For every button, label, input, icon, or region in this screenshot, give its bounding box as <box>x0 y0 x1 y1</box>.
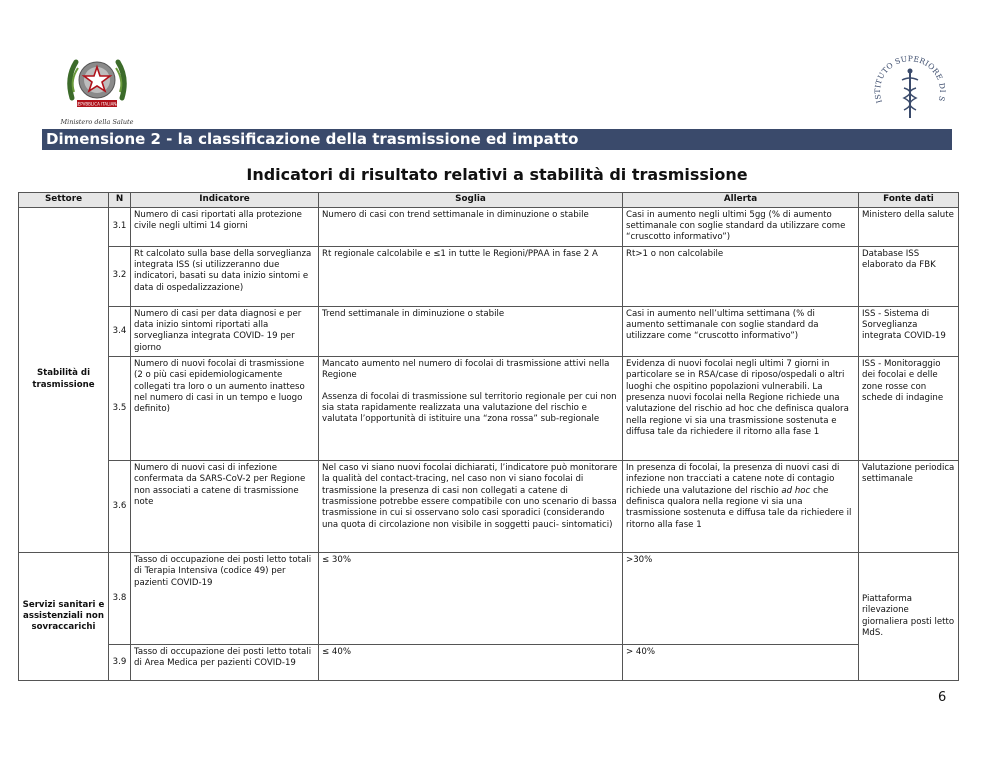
fonte-cell: Valutazione periodica settimanale <box>859 461 959 553</box>
table-row <box>19 645 959 681</box>
indicatore-cell: Numero di casi riportati alla protezione civile negli ultimi 14 giorni <box>131 207 319 246</box>
fonte-cell: Database ISS elaborato da FBK <box>859 246 959 306</box>
row-number: 3.1 <box>109 207 131 246</box>
ministero-logo <box>62 48 132 128</box>
indicatore-cell: Numero di nuovi focolai di trasmissione (2 o più casi epidemiologicamente collegati tra loro o un aumento inatteso nel numero di casi in un tempo e luogo definito) <box>131 357 319 461</box>
soglia-cell: Trend settimanale in diminuzione o stabile <box>319 306 623 356</box>
page-number: 6 <box>938 690 947 705</box>
indicatore-cell: Rt calcolato sulla base della sorveglianza integrata ISS (si utilizzeranno due indicatori, basati su data inizio sintomi e data di ospedalizzazione) <box>131 246 319 306</box>
indicatore-cell: Numero di casi per data diagnosi e per data inizio sintomi riportati alla sorveglianza integrata COVID- 19 per giorno <box>131 306 319 356</box>
table-row <box>19 306 959 356</box>
fonte-cell: ISS - Sistema di Sorveglianza integrata COVID-19 <box>859 306 959 356</box>
fonte-cell: ISS - Monitoraggio dei focolai e delle zone rosse con schede di indagine <box>859 357 959 461</box>
allerta-text: In presenza di focolai, la presenza di nuovi casi di infezione non tracciati a catene note di contagio richiede una valutazione del rischio <box>626 463 840 496</box>
soglia-cell: ≤ 30% <box>319 553 623 645</box>
table-row <box>19 207 959 246</box>
col-header-allerta: Allerta <box>623 193 859 208</box>
soglia-cell: ≤ 40% <box>319 645 623 681</box>
fonte-cell: Piattaforma rilevazione giornaliera posti letto MdS. <box>859 553 959 681</box>
table-row <box>19 461 959 553</box>
row-number: 3.5 <box>109 357 131 461</box>
allerta-cell: Evidenza di nuovi focolai negli ultimi 7 giorni in particolare se in RSA/case di riposo/ospedali o altri luoghi che ospitino popolazioni vulnerabili. La presenza nuovi focolai nella Regione richiede una valutazione del rischio ad hoc che definisca qualora nella regione vi sia una trasmissione sostenuta e diffusa tale da richiedere il ritorno alla fase 1 <box>623 357 859 461</box>
indicatore-cell: Tasso di occupazione dei posti letto totali di Terapia Intensiva (codice 49) per pazienti COVID-19 <box>131 553 319 645</box>
section-banner: Dimensione 2 - la classificazione della trasmissione ed impatto <box>42 129 952 150</box>
allerta-cell <box>623 461 859 553</box>
col-header-indicatore: Indicatore <box>131 193 319 208</box>
svg-text:REPVBBLICA ITALIANA: REPVBBLICA ITALIANA <box>74 101 120 107</box>
allerta-text: che definisca qualora nella regione vi sia una trasmissione sostenuta e diffusa tale da richiedere il ritorno alla fase 1 <box>626 485 852 530</box>
soglia-paragraph: Mancato aumento nel numero di focolai di trasmissione attivi nella Regione <box>322 359 610 381</box>
table-row <box>19 246 959 306</box>
col-header-n: N <box>109 193 131 208</box>
allerta-cell: >30% <box>623 553 859 645</box>
sector-cell: Stabilità di trasmissione <box>19 207 109 552</box>
allerta-cell: Casi in aumento nell’ultima settimana (% di aumento settimanale con soglie standard da utilizzare come “cruscotto informativo”) <box>623 306 859 356</box>
col-header-fonte: Fonte dati <box>859 193 959 208</box>
allerta-cell: Casi in aumento negli ultimi 5gg (% di aumento settimanale con soglie standard da utilizzare come “cruscotto informativo”) <box>623 207 859 246</box>
col-header-settore: Settore <box>19 193 109 208</box>
soglia-cell <box>319 357 623 461</box>
ministero-caption: Ministero della Salute <box>60 118 134 126</box>
indicatore-cell: Numero di nuovi casi di infezione confermata da SARS-CoV-2 per Regione non associati a catene di trasmissione note <box>131 461 319 553</box>
row-number: 3.4 <box>109 306 131 356</box>
fonte-cell: Ministero della salute <box>859 207 959 246</box>
table-row <box>19 553 959 645</box>
row-number: 3.8 <box>109 553 131 645</box>
iss-emblem-icon <box>872 50 948 126</box>
indicatore-cell: Tasso di occupazione dei posti letto totali di Area Medica per pazienti COVID-19 <box>131 645 319 681</box>
table-row <box>19 357 959 461</box>
sector-cell: Servizi sanitari e assistenziali non sovraccarichi <box>19 553 109 681</box>
soglia-cell: Rt regionale calcolabile e ≤1 in tutte le Regioni/PPAA in fase 2 A <box>319 246 623 306</box>
col-header-soglia: Soglia <box>319 193 623 208</box>
iss-logo-text: ISTITUTO SUPERIORE DI S <box>872 54 948 105</box>
row-number: 3.2 <box>109 246 131 306</box>
iss-logo <box>872 50 948 126</box>
table-header-row <box>19 193 959 208</box>
italian-emblem-icon <box>62 48 132 116</box>
soglia-cell: Nel caso vi siano nuovi focolai dichiarati, l’indicatore può monitorare la qualità del contact-tracing, nel caso non vi siano focolai di trasmissione la presenza di casi non collegati a catene di trasmissione potrebbe essere compatibile con uno scenario di bassa trasmissione in cui si osservano solo casi sporadici (considerando una quota di circolazione non visibile in soggetti pauci- sintomatici) <box>319 461 623 553</box>
row-number: 3.9 <box>109 645 131 681</box>
soglia-cell: Numero di casi con trend settimanale in diminuzione o stabile <box>319 207 623 246</box>
soglia-paragraph: Assenza di focolai di trasmissione sul territorio regionale per cui non sia stata rapidamente realizzata una valutazione del rischio e valutata l’opportunità di istituire una “zona rossa” sub-regionale <box>322 391 617 425</box>
indicators-table <box>18 192 959 681</box>
allerta-cell: Rt>1 o non calcolabile <box>623 246 859 306</box>
allerta-emphasis: ad hoc <box>781 485 811 496</box>
allerta-cell: > 40% <box>623 645 859 681</box>
page-subtitle: Indicatori di risultato relativi a stabilità di trasmissione <box>246 165 748 184</box>
row-number: 3.6 <box>109 461 131 553</box>
